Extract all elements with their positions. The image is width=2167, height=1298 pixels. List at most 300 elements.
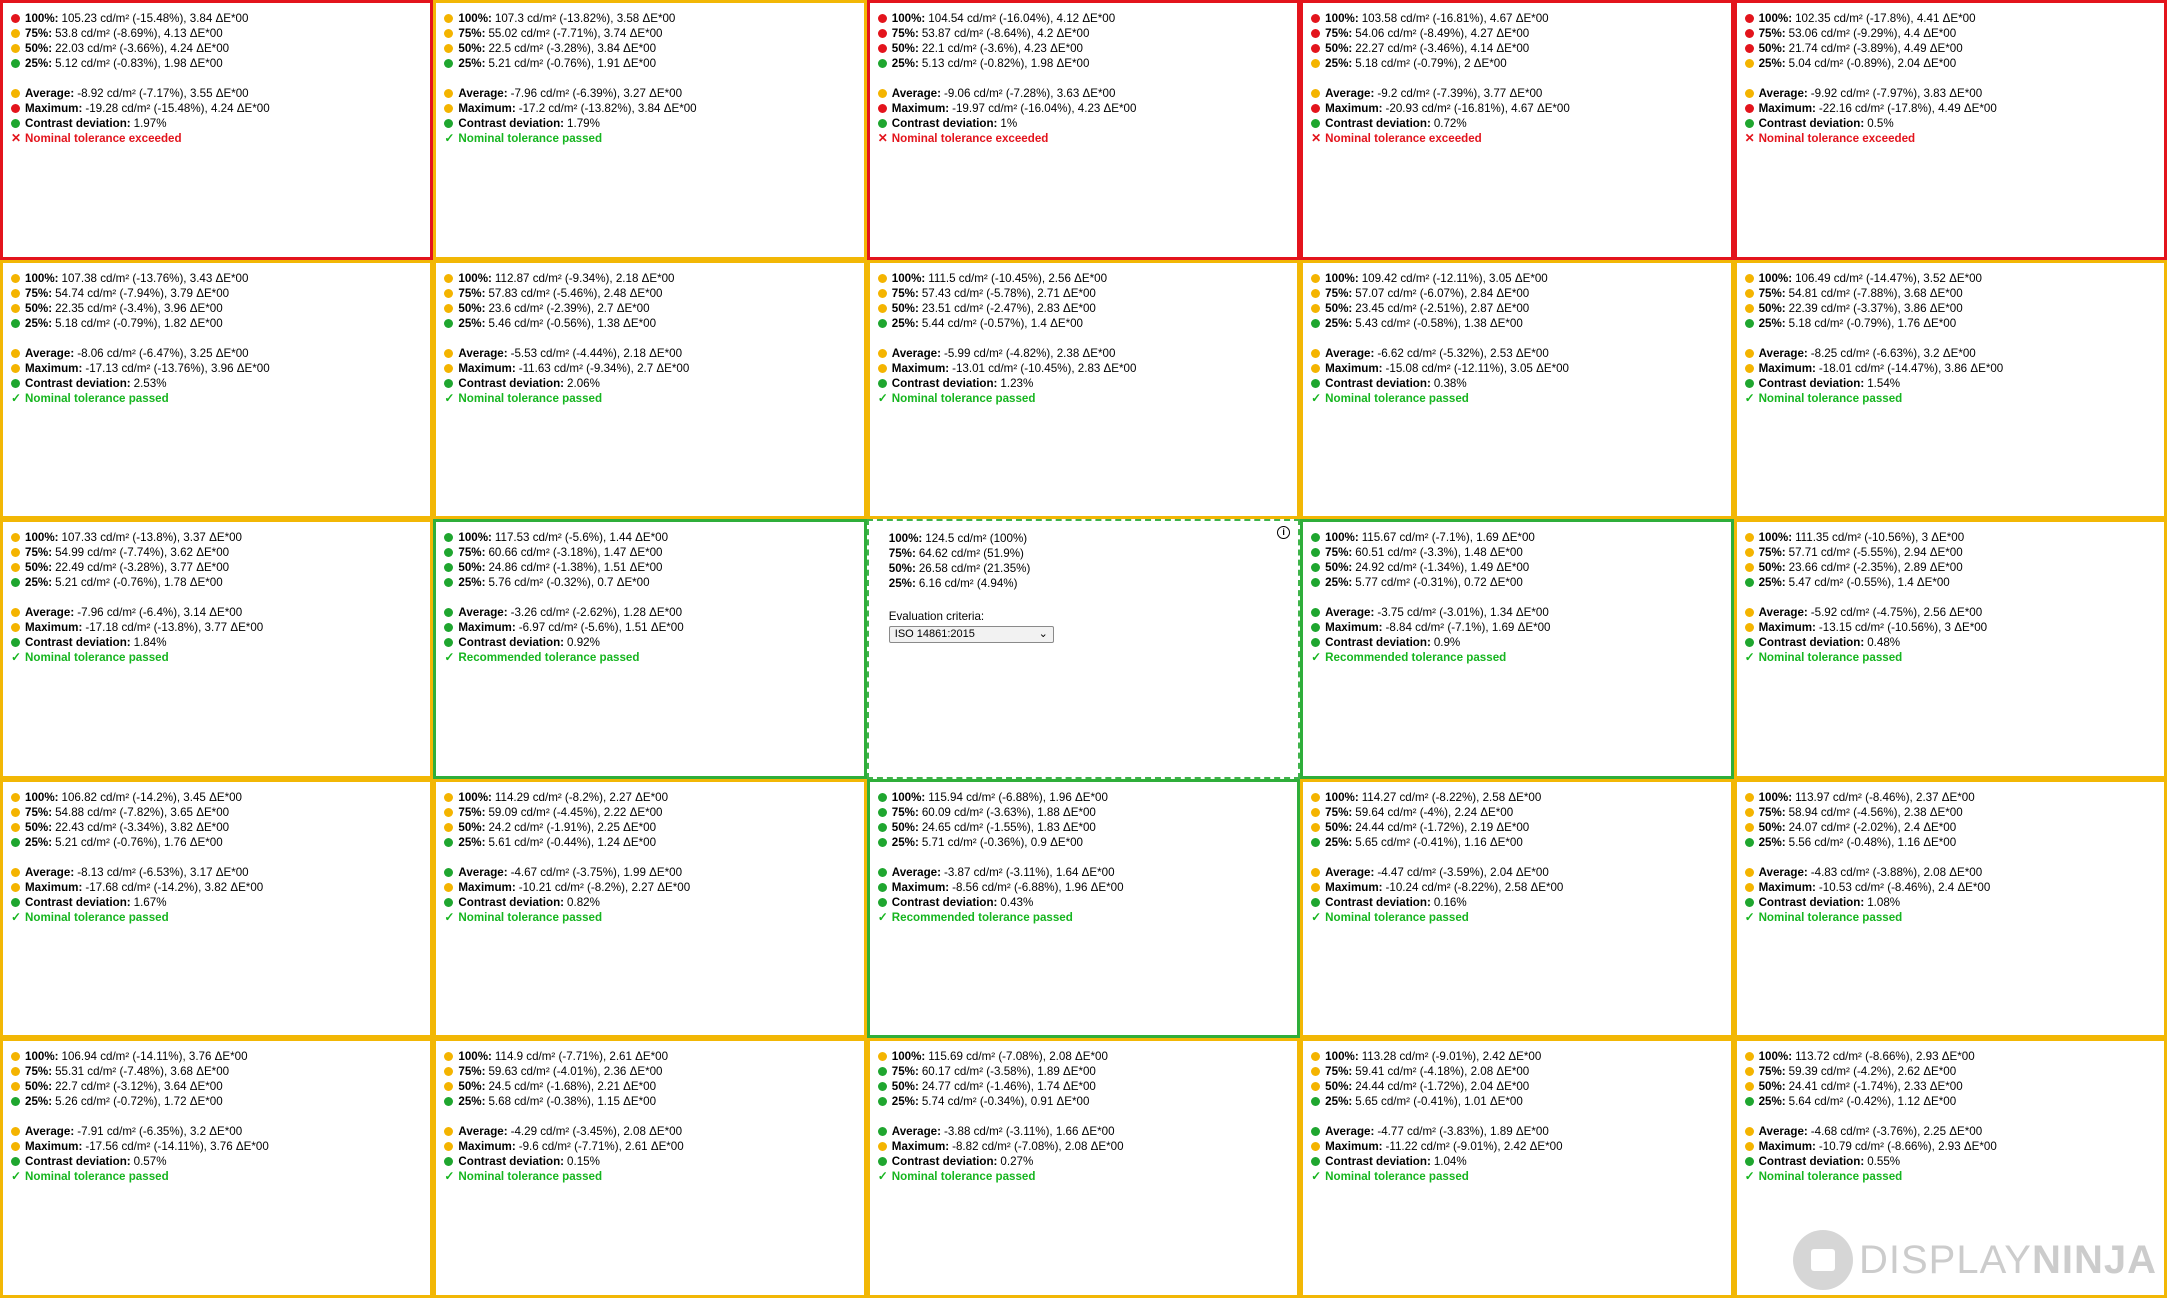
measure-value: 113.28 cd/m² (-9.01%), 2.42 ΔE*00 [1361, 1050, 1542, 1064]
status-dot-icon [11, 563, 20, 572]
measure-label: 100%: [458, 531, 492, 545]
measure-value: 59.09 cd/m² (-4.45%), 2.22 ΔE*00 [488, 805, 663, 819]
measure-line [878, 346, 1297, 361]
status-dot-icon [1745, 838, 1754, 847]
measure-label: 25%: [1325, 1095, 1353, 1109]
measure-value: 1.67% [133, 895, 167, 909]
measure-value: 2.53% [133, 376, 167, 390]
measure-value: 24.86 cd/m² (-1.38%), 1.51 ΔE*00 [488, 561, 663, 575]
status-dot-icon [1745, 1067, 1754, 1076]
tolerance-status [11, 650, 430, 665]
check-icon: ✓ [444, 390, 455, 405]
measure-label: Maximum: [1758, 880, 1816, 894]
measure-value: 106.82 cd/m² (-14.2%), 3.45 ΔE*00 [61, 790, 242, 804]
measure-value: 5.77 cd/m² (-0.31%), 0.72 ΔE*00 [1355, 576, 1523, 590]
measure-value: 0.9% [1433, 636, 1461, 650]
measure-label: 75%: [25, 27, 53, 40]
measure-value: 23.66 cd/m² (-2.35%), 2.89 ΔE*00 [1788, 561, 1963, 575]
status-dot-icon [878, 793, 887, 802]
measure-label: Contrast deviation: [1325, 1155, 1431, 1169]
measure-value: 111.35 cd/m² (-10.56%), 3 ΔE*00 [1795, 531, 1965, 545]
reference-value: 64.62 cd/m² (51.9%) [918, 547, 1024, 561]
measure-label: Contrast deviation: [891, 117, 998, 130]
status-dot-icon [444, 548, 453, 557]
measure-label: Average: [458, 87, 508, 100]
measure-label: Average: [891, 346, 941, 360]
measure-line [444, 86, 863, 101]
measure-value: 5.61 cd/m² (-0.44%), 1.24 ΔE*00 [488, 835, 657, 849]
measure-value: 5.56 cd/m² (-0.48%), 1.16 ΔE*00 [1788, 835, 1957, 849]
measure-line [1311, 56, 1730, 71]
status-dot-icon [11, 608, 20, 617]
status-dot-icon [11, 349, 20, 358]
check-icon: ✓ [444, 909, 455, 924]
reference-cell [867, 519, 1300, 779]
measure-value: -7.91 cd/m² (-6.35%), 3.2 ΔE*00 [77, 1125, 243, 1139]
measure-label: 25%: [1758, 576, 1786, 590]
spacer [878, 850, 1297, 865]
measure-label: Maximum: [891, 1140, 950, 1154]
spacer [1311, 850, 1730, 865]
measure-line [444, 286, 863, 301]
measure-value: 54.88 cd/m² (-7.82%), 3.65 ΔE*00 [55, 805, 230, 819]
measure-line [444, 1154, 863, 1169]
measure-line [1311, 1154, 1730, 1169]
measure-value: -4.77 cd/m² (-3.83%), 1.89 ΔE*00 [1377, 1125, 1549, 1139]
measure-line [878, 316, 1297, 331]
spacer [878, 1109, 1297, 1124]
measure-line [11, 805, 430, 820]
reference-line [889, 531, 1298, 546]
measure-line [11, 56, 430, 71]
tolerance-status-text: Nominal tolerance passed [1325, 1170, 1469, 1184]
status-dot-icon [444, 104, 453, 113]
measure-label: 50%: [458, 301, 486, 315]
cross-icon: ✕ [1311, 131, 1322, 145]
uniformity-cell [433, 519, 866, 779]
measure-line [444, 575, 863, 590]
check-icon: ✓ [1744, 650, 1755, 665]
tolerance-status-text: Nominal tolerance exceeded [1758, 132, 1916, 145]
measure-line [878, 865, 1297, 880]
measure-value: 1.04% [1433, 1155, 1467, 1169]
measure-line [1745, 301, 2164, 316]
measure-line [878, 790, 1297, 805]
measure-value: -11.63 cd/m² (-9.34%), 2.7 ΔE*00 [518, 361, 690, 375]
status-dot-icon [1745, 379, 1754, 388]
measure-line [1311, 1079, 1730, 1094]
status-dot-icon [11, 1097, 20, 1106]
measure-label: Contrast deviation: [891, 1155, 998, 1169]
tolerance-status-text: Nominal tolerance passed [1325, 910, 1469, 924]
measure-label: 100%: [458, 271, 492, 285]
measure-line [1745, 86, 2164, 101]
spacer [1745, 850, 2164, 865]
measure-line [1745, 560, 2164, 575]
measure-value: 1.84% [133, 636, 167, 650]
measure-line [878, 361, 1297, 376]
status-dot-icon [444, 1157, 453, 1166]
measure-label: Average: [458, 346, 508, 360]
measure-label: Average: [1325, 346, 1375, 360]
measure-line [11, 116, 430, 131]
spacer [1311, 1109, 1730, 1124]
status-dot-icon [878, 808, 887, 817]
measure-value: -5.99 cd/m² (-4.82%), 2.38 ΔE*00 [943, 346, 1116, 360]
measure-value: 106.49 cd/m² (-14.47%), 3.52 ΔE*00 [1795, 271, 1982, 285]
measure-label: Maximum: [1325, 1140, 1383, 1154]
evaluation-criteria-select[interactable] [889, 626, 1054, 643]
measure-value: 0.27% [1000, 1155, 1034, 1169]
measure-line [11, 101, 430, 116]
measure-line [1745, 605, 2164, 620]
measure-value: 2.06% [567, 376, 600, 390]
measure-label: 50%: [458, 820, 486, 834]
measure-label: 100%: [891, 1050, 926, 1064]
spacer [11, 1109, 430, 1124]
measure-value: -17.68 cd/m² (-14.2%), 3.82 ΔE*00 [85, 880, 264, 894]
measure-label: 100%: [1758, 271, 1793, 285]
measure-line [1745, 286, 2164, 301]
measure-line [11, 86, 430, 101]
measure-value: -19.28 cd/m² (-15.48%), 4.24 ΔE*00 [85, 102, 270, 115]
measure-label: 25%: [458, 57, 486, 70]
spacer [444, 71, 863, 86]
measure-line [11, 895, 430, 910]
measure-label: 50%: [25, 42, 53, 55]
measure-value: 60.17 cd/m² (-3.58%), 1.89 ΔE*00 [921, 1065, 1096, 1079]
info-icon[interactable]: i [1277, 526, 1290, 539]
measure-label: Average: [1325, 87, 1375, 100]
status-dot-icon [1311, 1097, 1320, 1106]
measure-line [11, 835, 430, 850]
measure-label: 100%: [1758, 531, 1793, 545]
tolerance-status [878, 1169, 1297, 1184]
measure-label: Average: [1325, 1125, 1375, 1139]
measure-label: 100%: [1325, 271, 1359, 285]
status-dot-icon [11, 304, 20, 313]
status-dot-icon [444, 44, 453, 53]
measure-label: Maximum: [1325, 102, 1383, 115]
measure-line [11, 286, 430, 301]
status-dot-icon [1311, 793, 1320, 802]
measure-value: 113.97 cd/m² (-8.46%), 2.37 ΔE*00 [1795, 790, 1975, 804]
measure-line [1745, 1049, 2164, 1064]
tolerance-status-text: Nominal tolerance passed [458, 1170, 603, 1184]
measure-line [1311, 895, 1730, 910]
measure-value: 0.43% [1000, 895, 1034, 909]
measure-value: 5.43 cd/m² (-0.58%), 1.38 ΔE*00 [1355, 316, 1523, 330]
measure-label: 25%: [1758, 1095, 1786, 1109]
measure-line [878, 26, 1297, 41]
status-dot-icon [1745, 119, 1754, 128]
measure-label: 25%: [1758, 57, 1786, 70]
measure-label: Maximum: [1758, 361, 1816, 375]
measure-line [1311, 605, 1730, 620]
status-dot-icon [11, 104, 20, 113]
measure-line [1311, 361, 1730, 376]
status-dot-icon [1311, 319, 1320, 328]
measure-label: Average: [1758, 1125, 1808, 1139]
measure-line [1311, 316, 1730, 331]
measure-line [1311, 880, 1730, 895]
tolerance-status [1311, 910, 1730, 925]
status-dot-icon [444, 868, 453, 877]
watermark-text: DISPLAYNINJA [1858, 1237, 2157, 1282]
measure-value: 5.71 cd/m² (-0.36%), 0.9 ΔE*00 [921, 835, 1083, 849]
status-dot-icon [1745, 578, 1754, 587]
measure-value: -8.82 cd/m² (-7.08%), 2.08 ΔE*00 [952, 1140, 1124, 1154]
status-dot-icon [11, 59, 20, 68]
measure-line [444, 790, 863, 805]
measure-label: Maximum: [458, 102, 516, 115]
measure-label: 25%: [25, 316, 53, 330]
tolerance-status [1745, 910, 2164, 925]
measure-line [1311, 530, 1730, 545]
measure-label: Contrast deviation: [25, 117, 131, 130]
measure-line [11, 560, 430, 575]
status-dot-icon [11, 289, 20, 298]
measure-label: 25%: [25, 57, 53, 70]
status-dot-icon [11, 793, 20, 802]
status-dot-icon [444, 1127, 453, 1136]
status-dot-icon [1745, 289, 1754, 298]
measure-line [1745, 895, 2164, 910]
measure-value: 5.12 cd/m² (-0.83%), 1.98 ΔE*00 [55, 57, 223, 70]
measure-label: 100%: [1325, 12, 1359, 25]
spacer [1745, 1109, 2164, 1124]
measure-value: 5.04 cd/m² (-0.89%), 2.04 ΔE*00 [1788, 57, 1957, 70]
status-dot-icon [1311, 548, 1320, 557]
uniformity-cell [0, 519, 433, 779]
measure-value: 23.6 cd/m² (-2.39%), 2.7 ΔE*00 [488, 301, 650, 315]
measure-value: -8.13 cd/m² (-6.53%), 3.17 ΔE*00 [77, 865, 249, 879]
measure-line [878, 116, 1297, 131]
check-icon: ✓ [444, 1169, 455, 1184]
measure-label: 75%: [891, 286, 919, 300]
status-dot-icon [1745, 883, 1754, 892]
measure-line [1311, 1139, 1730, 1154]
measure-value: -4.67 cd/m² (-3.75%), 1.99 ΔE*00 [510, 865, 683, 879]
measure-label: Maximum: [1325, 621, 1383, 635]
measure-value: 54.06 cd/m² (-8.49%), 4.27 ΔE*00 [1355, 27, 1530, 40]
measure-value: 59.39 cd/m² (-4.2%), 2.62 ΔE*00 [1788, 1065, 1957, 1079]
measure-label: Contrast deviation: [1758, 895, 1865, 909]
measure-value: 24.92 cd/m² (-1.34%), 1.49 ΔE*00 [1355, 561, 1530, 575]
measure-label: 75%: [25, 286, 53, 300]
measure-line [1311, 116, 1730, 131]
status-dot-icon [11, 1082, 20, 1091]
tolerance-status-text: Nominal tolerance passed [1758, 1170, 1903, 1184]
measure-label: Maximum: [25, 1140, 83, 1154]
check-icon: ✓ [1744, 909, 1755, 924]
measure-value: 24.65 cd/m² (-1.55%), 1.83 ΔE*00 [921, 820, 1096, 834]
measure-label: 100%: [25, 271, 59, 285]
measure-value: 22.5 cd/m² (-3.28%), 3.84 ΔE*00 [488, 42, 657, 55]
status-dot-icon [1311, 119, 1320, 128]
measure-label: Maximum: [458, 880, 516, 894]
measure-value: -15.08 cd/m² (-12.11%), 3.05 ΔE*00 [1385, 361, 1569, 375]
measure-line [11, 605, 430, 620]
measure-label: 75%: [458, 1065, 486, 1079]
reference-line [889, 576, 1298, 591]
status-dot-icon [878, 104, 887, 113]
measure-value: 5.21 cd/m² (-0.76%), 1.91 ΔE*00 [488, 57, 657, 70]
measure-value: -20.93 cd/m² (-16.81%), 4.67 ΔE*00 [1385, 102, 1570, 115]
measure-value: 53.87 cd/m² (-8.64%), 4.2 ΔE*00 [921, 27, 1090, 40]
status-dot-icon [444, 563, 453, 572]
measure-label: Maximum: [891, 102, 950, 115]
measure-line [1311, 805, 1730, 820]
check-icon: ✓ [444, 650, 455, 665]
measure-label: 25%: [1325, 316, 1353, 330]
status-dot-icon [878, 1052, 887, 1061]
uniformity-cell [0, 260, 433, 520]
measure-value: -18.01 cd/m² (-14.47%), 3.86 ΔE*00 [1818, 361, 2004, 375]
status-dot-icon [878, 319, 887, 328]
status-dot-icon [11, 808, 20, 817]
measure-line [444, 26, 863, 41]
status-dot-icon [11, 44, 20, 53]
measure-label: Average: [25, 606, 75, 620]
measure-value: 59.41 cd/m² (-4.18%), 2.08 ΔE*00 [1355, 1065, 1530, 1079]
measure-value: 0.38% [1433, 376, 1467, 390]
measure-line [878, 805, 1297, 820]
uniformity-cell [0, 0, 433, 260]
measure-line [1745, 11, 2164, 26]
measure-value: 59.63 cd/m² (-4.01%), 2.36 ΔE*00 [488, 1065, 663, 1079]
measure-line [1745, 41, 2164, 56]
measure-label: Maximum: [25, 880, 83, 894]
uniformity-cell [867, 0, 1300, 260]
measure-label: 25%: [25, 835, 53, 849]
tolerance-status-text: Nominal tolerance passed [25, 1170, 169, 1184]
spacer [11, 331, 430, 346]
reference-label: 25%: [888, 577, 916, 591]
status-dot-icon [11, 89, 20, 98]
measure-value: 5.18 cd/m² (-0.79%), 2 ΔE*00 [1355, 57, 1507, 70]
measure-value: 1% [1000, 117, 1018, 130]
evaluation-criteria-label: Evaluation criteria: [888, 610, 985, 624]
status-dot-icon [444, 793, 453, 802]
measure-label: Contrast deviation: [1758, 636, 1865, 650]
measure-line [11, 1124, 430, 1139]
measure-label: Contrast deviation: [1758, 1155, 1865, 1169]
spacer [1745, 331, 2164, 346]
measure-line [1311, 835, 1730, 850]
tolerance-status-text: Nominal tolerance exceeded [891, 132, 1049, 145]
measure-value: 5.44 cd/m² (-0.57%), 1.4 ΔE*00 [921, 316, 1083, 330]
status-dot-icon [1745, 104, 1754, 113]
tolerance-status-text: Nominal tolerance passed [1758, 651, 1903, 665]
status-dot-icon [444, 364, 453, 373]
spacer [11, 850, 430, 865]
status-dot-icon [444, 1142, 453, 1151]
measure-line [878, 1139, 1297, 1154]
measure-value: 5.18 cd/m² (-0.79%), 1.82 ΔE*00 [55, 316, 223, 330]
status-dot-icon [1311, 1127, 1320, 1136]
tolerance-status-text: Nominal tolerance passed [891, 1170, 1036, 1184]
measure-label: Average: [458, 865, 508, 879]
measure-label: Maximum: [891, 361, 950, 375]
status-dot-icon [1745, 59, 1754, 68]
measure-label: 100%: [1758, 1050, 1793, 1064]
status-dot-icon [878, 1097, 887, 1106]
measure-line [878, 41, 1297, 56]
uniformity-cell [867, 1038, 1300, 1298]
measure-line [1311, 101, 1730, 116]
status-dot-icon [878, 1142, 887, 1151]
measure-label: Contrast deviation: [891, 895, 998, 909]
measure-value: -11.22 cd/m² (-9.01%), 2.42 ΔE*00 [1385, 1140, 1563, 1154]
measure-label: 50%: [1325, 42, 1353, 55]
measure-label: Maximum: [1325, 361, 1383, 375]
reference-line [889, 561, 1298, 576]
tolerance-status-text: Nominal tolerance exceeded [1325, 132, 1482, 145]
measure-line [444, 1094, 863, 1109]
measure-label: 100%: [458, 1050, 492, 1064]
measure-line [878, 1079, 1297, 1094]
measure-label: Average: [25, 865, 75, 879]
status-dot-icon [1745, 1082, 1754, 1091]
measure-label: 25%: [891, 57, 919, 70]
measure-line [1311, 41, 1730, 56]
measure-value: 5.26 cd/m² (-0.72%), 1.72 ΔE*00 [55, 1095, 223, 1109]
measure-line [878, 880, 1297, 895]
measure-label: 75%: [25, 546, 53, 560]
status-dot-icon [1745, 623, 1754, 632]
measure-label: 50%: [1325, 561, 1353, 575]
measure-label: Average: [1758, 346, 1808, 360]
reference-value: 6.16 cd/m² (4.94%) [918, 577, 1018, 591]
measure-value: 5.65 cd/m² (-0.41%), 1.01 ΔE*00 [1355, 1095, 1523, 1109]
measure-value: 59.64 cd/m² (-4%), 2.24 ΔE*00 [1355, 805, 1514, 819]
measure-label: 50%: [1325, 1080, 1353, 1094]
measure-line [878, 271, 1297, 286]
measure-line [11, 346, 430, 361]
measure-line [1311, 865, 1730, 880]
measure-label: Contrast deviation: [1325, 376, 1431, 390]
status-dot-icon [11, 14, 20, 23]
measure-value: 54.99 cd/m² (-7.74%), 3.62 ΔE*00 [55, 546, 230, 560]
tolerance-status-text: Nominal tolerance passed [1758, 910, 1903, 924]
measure-line [878, 11, 1297, 26]
check-icon: ✓ [11, 1169, 22, 1184]
measure-line [11, 361, 430, 376]
measure-line [1745, 376, 2164, 391]
measure-label: 100%: [25, 12, 59, 25]
status-dot-icon [11, 623, 20, 632]
status-dot-icon [1745, 1157, 1754, 1166]
measure-label: Contrast deviation: [25, 895, 131, 909]
measure-value: 54.81 cd/m² (-7.88%), 3.68 ΔE*00 [1788, 286, 1963, 300]
measure-label: 50%: [1758, 1080, 1786, 1094]
measure-value: -9.2 cd/m² (-7.39%), 3.77 ΔE*00 [1377, 87, 1543, 100]
measure-value: 102.35 cd/m² (-17.8%), 4.41 ΔE*00 [1795, 12, 1976, 25]
measure-value: 1.54% [1867, 376, 1901, 390]
measure-value: -6.62 cd/m² (-5.32%), 2.53 ΔE*00 [1377, 346, 1549, 360]
measure-value: -13.01 cd/m² (-10.45%), 2.83 ΔE*00 [952, 361, 1137, 375]
measure-label: 75%: [1325, 546, 1353, 560]
measure-value: 23.45 cd/m² (-2.51%), 2.87 ΔE*00 [1355, 301, 1530, 315]
measure-value: 60.66 cd/m² (-3.18%), 1.47 ΔE*00 [488, 546, 663, 560]
measure-line [11, 530, 430, 545]
measure-line [11, 1049, 430, 1064]
measure-line [1745, 805, 2164, 820]
measure-value: 113.72 cd/m² (-8.66%), 2.93 ΔE*00 [1795, 1050, 1975, 1064]
measure-value: -13.15 cd/m² (-10.56%), 3 ΔE*00 [1818, 621, 1988, 635]
status-dot-icon [878, 838, 887, 847]
